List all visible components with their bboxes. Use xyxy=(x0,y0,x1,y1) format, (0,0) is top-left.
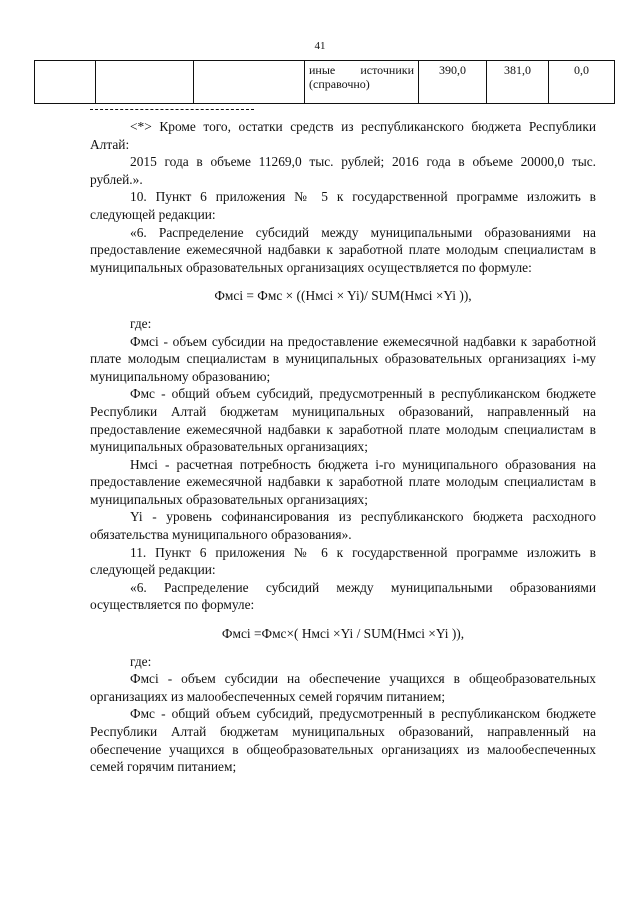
table-cell-value: 0,0 xyxy=(549,61,615,104)
paragraph: 11. Пункт 6 приложения № 6 к государственной программе изложить в следующей редакции: xyxy=(90,544,596,578)
document-body xyxy=(90,118,596,776)
footnote-paragraph: <*> Кроме того, остатки средств из республиканского бюджета Республики Алтай: xyxy=(90,119,596,152)
table-cell xyxy=(194,61,305,104)
paragraph: «6. Распределение субсидий между муниципальными образованиями осуществляется по формуле: xyxy=(90,579,596,613)
definition-paragraph: Фмсi - объем субсидии на предоставление ежемесячной надбавки к заработной плате молодым специалистам в муниципальных образовательных организациях i-му муниципальному образованию; xyxy=(90,333,596,384)
footnote-separator xyxy=(90,109,254,110)
where-label: где: xyxy=(130,315,152,331)
definition-paragraph: Yi - уровень софинансирования из республиканского бюджета расходного обязательства муниципального образования». xyxy=(90,509,596,543)
page-number: 41 xyxy=(314,40,326,52)
paragraph: «6. Распределение субсидий между муниципальными образованиями на предоставление ежемесячной надбавки к заработной плате молодым специалистам в муниципальных образовательных организациях осуществляется по формуле: xyxy=(90,224,596,275)
table-cell xyxy=(96,61,194,104)
funding-table xyxy=(34,60,615,104)
table-cell xyxy=(35,61,96,104)
definition-paragraph: Фмсi - объем субсидии на обеспечение учащихся в общеобразовательных организациях из малообеспеченных семей горячим питанием; xyxy=(90,671,596,704)
table-cell-source: иные источники (справочно) xyxy=(305,61,419,104)
table-cell-value: 381,0 xyxy=(487,61,549,104)
paragraph: 2015 года в объеме 11269,0 тыс. рублей; 2016 года в объеме 20000,0 тыс. рублей.». xyxy=(90,154,596,187)
paragraph: 10. Пункт 6 приложения № 5 к государственной программе изложить в следующей редакции: xyxy=(90,189,596,222)
formula: Фмсi = Фмс × ((Нмсi × Yi)/ SUM(Нмсi ×Yi )), xyxy=(214,288,472,304)
where-label: где: xyxy=(130,653,152,669)
formula: Фмсi =Фмс×( Нмсi ×Yi / SUM(Нмсi ×Yi )), xyxy=(221,626,465,642)
table-cell-value: 390,0 xyxy=(419,61,487,104)
definition-paragraph: Фмс - общий объем субсидий, предусмотренный в республиканском бюджете Республики Алтай бюджетам муниципальных образований, направленный на обеспечение учащихся в общеобразовательных организациях из малообеспеченных семей горячим питанием; xyxy=(90,706,596,775)
table-row xyxy=(35,61,615,104)
definition-paragraph: Нмсi - расчетная потребность бюджета i-го муниципального образования на предоставление ежемесячной надбавки к заработной плате молодым специалистам в муниципальных образовательных организациях; xyxy=(90,456,596,507)
definition-paragraph: Фмс - общий объем субсидий, предусмотренный в республиканском бюджете Республики Алтай бюджетам муниципальных образований, направленный на предоставление ежемесячной надбавки к заработной плате молодым специалистам в муниципальных образовательных организациях; xyxy=(90,386,596,455)
